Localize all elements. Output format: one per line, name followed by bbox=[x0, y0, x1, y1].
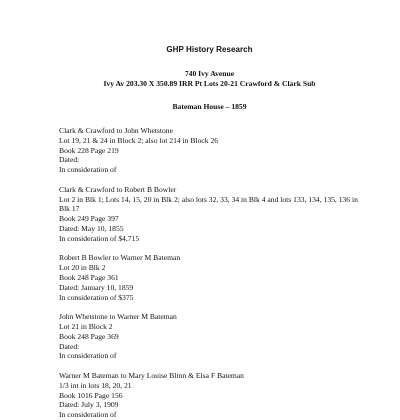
deed-book-page: Book 1016 Page 156 bbox=[59, 390, 123, 400]
property-address: 740 Ivy Avenue bbox=[184, 69, 235, 78]
deed-lots: 1/3 int in lots 18, 20, 21 bbox=[59, 380, 132, 390]
deed-book-page: Book 248 Page 369 bbox=[59, 331, 119, 341]
deed-parties: Clark & Crawford to Robert B Bowler bbox=[59, 184, 177, 194]
deed-date: Dated: July 3, 1909 bbox=[59, 400, 119, 410]
deed-consideration: In consideration of bbox=[59, 351, 117, 361]
deed-entry bbox=[59, 253, 360, 302]
deed-book-page: Book 228 Page 219 bbox=[59, 145, 119, 155]
deed-entry bbox=[59, 185, 360, 244]
deed-book-page: Book 249 Page 397 bbox=[59, 214, 119, 224]
deed-date: Dated: bbox=[59, 341, 80, 351]
header-spacer bbox=[59, 89, 360, 102]
deed-date: Dated: January 10, 1859 bbox=[59, 282, 134, 292]
document-header bbox=[59, 44, 360, 112]
deed-consideration: In consideration of bbox=[59, 165, 117, 175]
parcel-description: Ivy Av 203.30 X 350.89 IRR Pt Lots 20-21 Crawford & Clark Sub bbox=[103, 79, 316, 88]
deed-lots: Lot 21 in Block 2 bbox=[59, 321, 113, 331]
deed-entry bbox=[59, 371, 360, 420]
deed-entry bbox=[59, 126, 360, 175]
deed-entries bbox=[59, 126, 360, 420]
deed-parties: John Whetstone to Warner M Bateman bbox=[59, 312, 177, 322]
deed-date: Dated: bbox=[59, 155, 80, 165]
document-title: GHP History Research bbox=[166, 45, 253, 54]
house-name: Bateman House – 1859 bbox=[172, 102, 247, 111]
deed-consideration: In consideration of bbox=[59, 410, 117, 420]
deed-lots: Lot 19, 21 & 24 in Block 2; also lot 214 in Block 26 bbox=[59, 135, 219, 145]
deed-lots: Lot 2 in Blk 1; Lots 14, 15, 20 in Blk 2; also lots 32, 33, 34 in Blk 4 and lots 133, 134, 135, 136 in Blk 17 bbox=[59, 194, 358, 214]
deed-consideration: In consideration of $4,715 bbox=[59, 233, 140, 243]
deed-date: Dated: May 10, 1855 bbox=[59, 223, 124, 233]
deed-parties: Warner M Bateman to Mary Louise Blinn & Elsa F Bateman bbox=[59, 370, 244, 380]
deed-consideration: In consideration of $375 bbox=[59, 292, 134, 302]
deed-entry bbox=[59, 312, 360, 361]
deed-book-page: Book 248 Page 361 bbox=[59, 272, 119, 282]
deed-parties: Clark & Crawford to John Whetstone bbox=[59, 126, 173, 135]
deed-parties: Robert B Bowler to Warner M Bateman bbox=[59, 253, 181, 263]
deed-lots: Lot 20 in Blk 2 bbox=[59, 263, 106, 273]
